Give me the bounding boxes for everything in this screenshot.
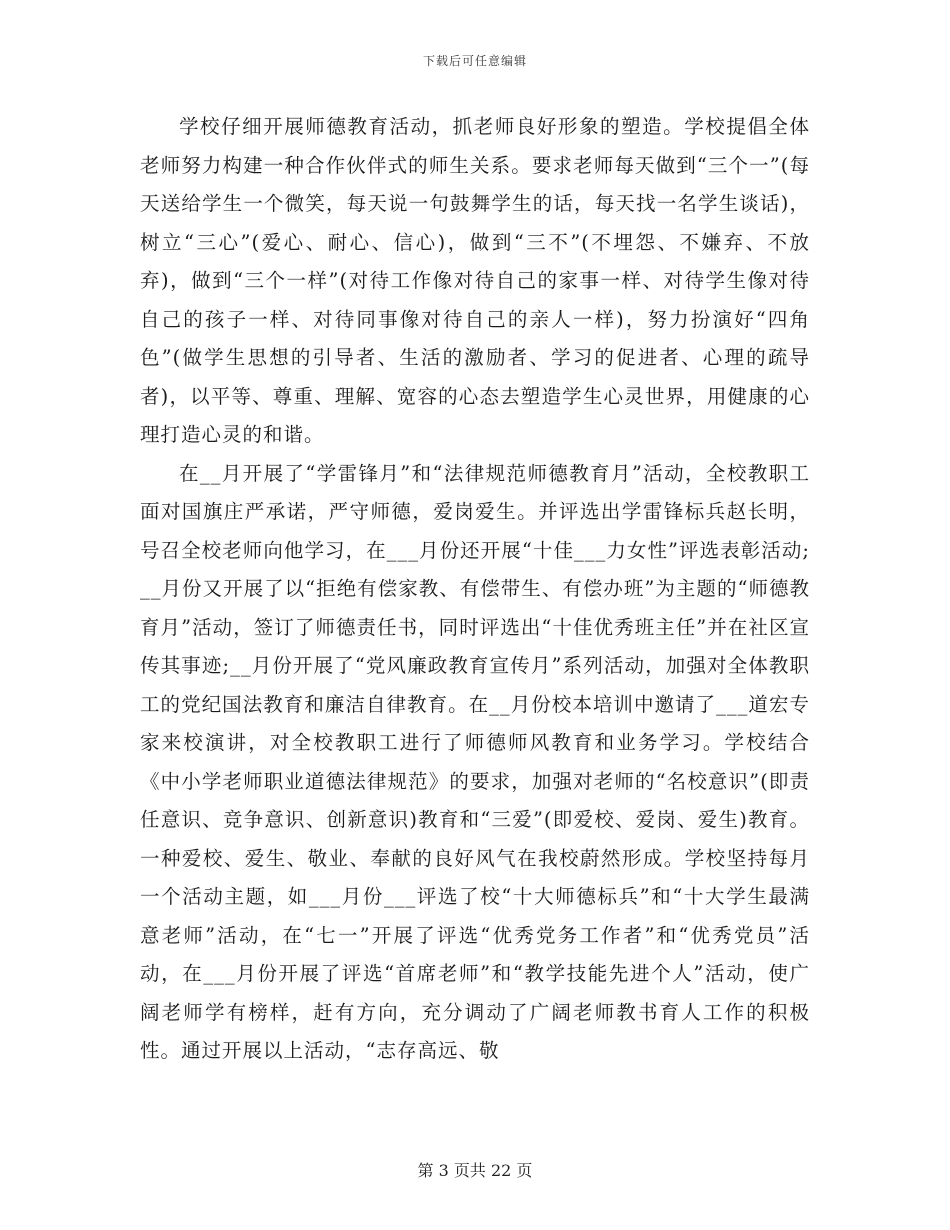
document-body: [140, 108, 810, 1071]
page-header: 下载后可任意编辑: [422, 54, 527, 68]
page-number: 第 3 页共 22 页: [417, 1161, 533, 1180]
paragraph-teacher-ethics: 学校仔细开展师德教育活动，抓老师良好形象的塑造。学校提倡全体老师努力构建一种合作伙伴式的师生关系。要求老师每天做到“三个一”(每天送给学生一个微笑，每天说一句鼓舞学生的话，每天找一名学生谈话)，树立“三心”(爱心、耐心、信心)，做到“三不”(不埋怨、不嫌弃、不放弃)，做到“三个一样”(对待工作像对待自己的家事一样、对待学生像对待自己的孩子一样、对待同事像对待自己的亲人一样)，努力扮演好“四角色”(做学生思想的引导者、生活的激励者、学习的促进者、心理的疏导者)，以平等、尊重、理解、宽容的心态去塑造学生心灵世界，用健康的心理打造心灵的和谐。: [140, 115, 810, 446]
paragraph-activities: 在__月开展了“学雷锋月”和“法律规范师德教育月”活动，全校教职工面对国旗庄严承诺，严守师德，爱岗爱生。并评选出学雷锋标兵赵长明，号召全校老师向他学习，在___月份还开展“十佳___力女性”评选表彰活动;__月份又开展了以“拒绝有偿家教、有偿带生、有偿办班”为主题的“师德教育月”活动，签订了师德责任书，同时评选出“十佳优秀班主任”并在社区宣传其事迹;__月份开展了“党风廉政教育宣传月”系列活动，加强对全体教职工的党纪国法教育和廉洁自律教育。在__月份校本培训中邀请了___道宏专家来校演讲，对全校教职工进行了师德师风教育和业务学习。学校结合《中小学老师职业道德法律规范》的要求，加强对老师的“名校意识”(即责任意识、竞争意识、创新意识)教育和“三爱”(即爱校、爱岗、爱生)教育。一种爱校、爱生、敬业、奉献的良好风气在我校蔚然形成。学校坚持每月一个活动主题，如___月份___评选了校“十大师德标兵”和“十大学生最满意老师”活动，在“七一”开展了评选“优秀党务工作者”和“优秀党员”活动，在___月份开展了评选“首席老师”和“教学技能先进个人”活动，使广阔老师学有榜样，赶有方向，充分调动了广阔老师教书育人工作的积极性。通过开展以上活动，“志存高远、敬: [140, 461, 810, 1062]
